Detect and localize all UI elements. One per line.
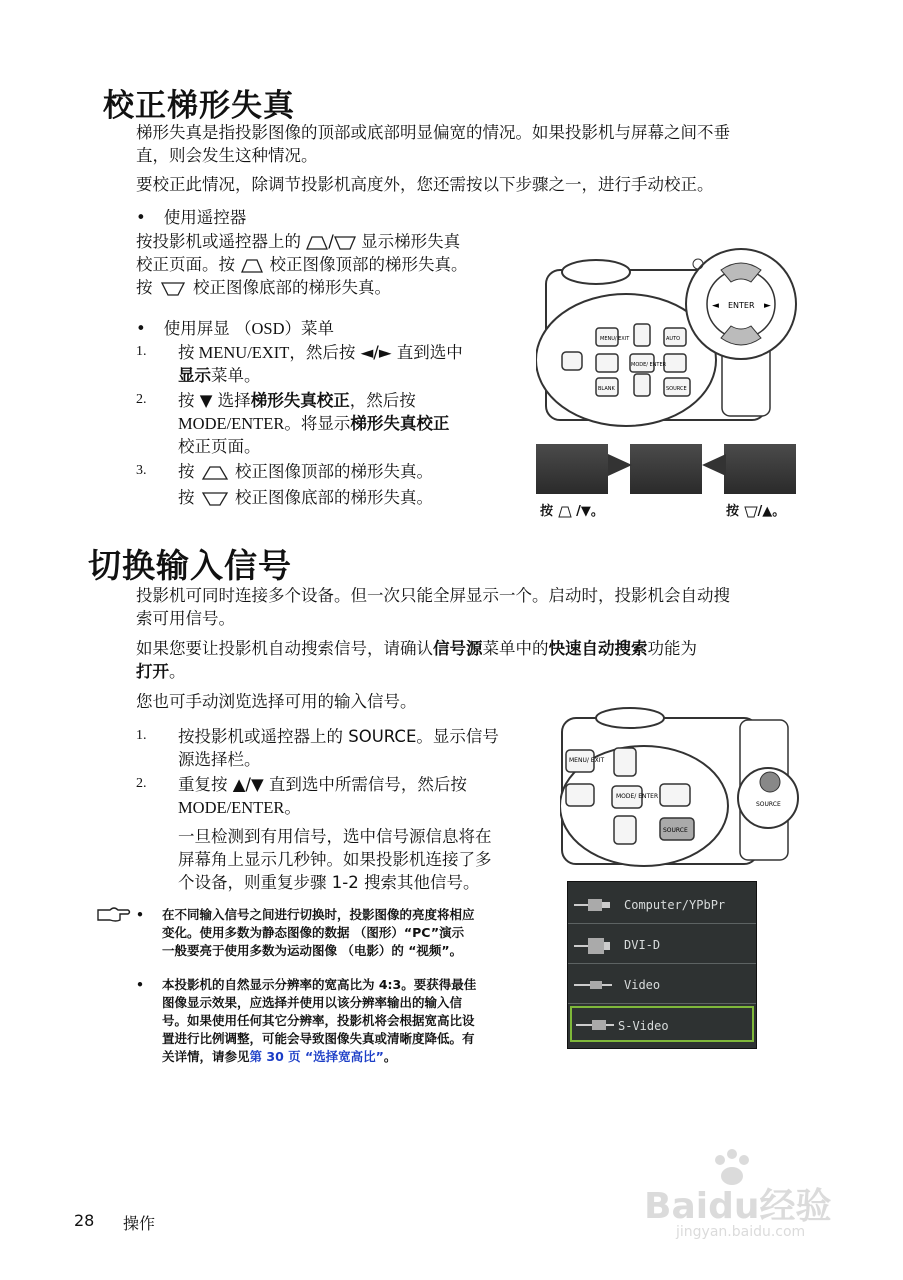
blank-label: BLANK: [598, 386, 615, 392]
step1-d: 菜单。: [211, 366, 261, 385]
projector-remote-illustration: [536, 240, 806, 430]
s1-l1: 按投影机或遥控器上的 SOURCE。显示信号: [178, 727, 499, 746]
p2-on: 打开: [136, 662, 169, 681]
s2-p3: 个设备，则重复步骤 1-2 搜索其他信号。: [178, 873, 480, 892]
input-intro-2: 索可用信号。: [136, 609, 235, 628]
page-number: 28: [74, 1211, 95, 1230]
auto-search-paragraph: [136, 637, 816, 683]
source-label: SOURCE: [663, 827, 688, 834]
source-item-svideo[interactable]: [570, 1006, 754, 1042]
bullet-remote-title: 使用遥控器: [163, 208, 247, 227]
n2-l5a: 关详情，请参见: [162, 1049, 250, 1064]
step-number: 1.: [136, 728, 147, 743]
pointing-hand-icon: [96, 904, 132, 924]
step1-b: 直到选中: [396, 343, 463, 362]
n2-l1: 本投影机的自然显示分辨率的宽高比为 4:3。要获得最佳: [162, 977, 477, 992]
p2-c: 菜单中的: [482, 639, 549, 658]
svideo-connector-icon: [576, 1018, 616, 1032]
step-number: 2.: [136, 776, 147, 791]
footer-section: 操作: [123, 1214, 156, 1233]
step-2: [178, 389, 518, 458]
keystone-image-normal: [630, 444, 702, 494]
n2-l5c: 。: [383, 1049, 397, 1064]
enter-label: ENTER: [728, 301, 755, 310]
input-intro-1: 投影机可同时连接多个设备。但一次只能全屏显示一个。启动时，投影机会自动搜: [136, 586, 730, 605]
remote-instructions: [136, 230, 526, 299]
step1-a: 按 MENU/EXIT，然后按: [178, 343, 356, 362]
mode-enter-label: MODE/ ENTER: [616, 793, 659, 800]
intro-line-1: 梯形失真是指投影图像的顶部或底部明显偏宽的情况。如果投影机与屏幕之间不垂: [136, 123, 730, 142]
arrow-left-icon: [700, 452, 728, 478]
keystone-down-icon: [200, 491, 230, 507]
source-item-label: S-Video: [618, 1019, 669, 1033]
menu-exit-label: MENU/ EXIT: [569, 757, 605, 764]
auto-label: AUTO: [666, 336, 681, 342]
step2-b: 梯形失真校正: [250, 391, 350, 410]
source-item-label: Computer/YPbPr: [624, 898, 726, 912]
step2-e: 梯形失真校正: [350, 414, 450, 433]
keystone-up-icon: [200, 465, 230, 481]
correction-paragraph: 要校正此情况，除调节投影机高度外，您还需按以下步骤之一，进行手动校正。: [136, 175, 714, 194]
remote-line-3: [136, 276, 526, 299]
watermark-url: jingyan.baidu.com: [676, 1224, 806, 1240]
n2-l2: 图像显示效果，应选择并使用以该分辨率输出的输入信: [162, 995, 463, 1010]
mode-enter-label: MODE/ ENTER: [631, 362, 667, 368]
p2-e: 功能为: [647, 639, 697, 658]
step-1-line-2: [178, 364, 518, 387]
source-item-label: DVI-D: [624, 938, 661, 952]
bullet-osd-a: 使用屏显 （: [163, 319, 252, 338]
remote-l2a: 校正页面。按: [136, 255, 235, 274]
bullet-remote: [136, 206, 246, 229]
bullet-dot: •: [136, 319, 146, 338]
note-brightness: [162, 906, 542, 960]
step2-d: MODE/ENTER。将显示: [178, 414, 351, 433]
keystone-image-bottom-wide: [724, 444, 796, 494]
step2-a: 按 ▼ 选择: [178, 391, 251, 410]
n2-l5: [162, 1048, 542, 1066]
auto-search-line-2: [136, 660, 816, 683]
step-number: 3.: [136, 463, 147, 478]
s2-p2: 屏幕角上显示几秒钟。如果投影机连接了多: [178, 850, 492, 869]
menu-exit-label: MENU/ EXIT: [600, 336, 630, 342]
caption-left-b: /▼。: [576, 504, 604, 519]
caption-left-a: 按: [540, 504, 554, 519]
step2-f: 校正页面。: [178, 437, 261, 456]
step-2-line-1: [178, 389, 518, 412]
n1-l1: 在不同输入信号之间进行切换时，投影图像的亮度将相应: [162, 907, 475, 922]
vga-connector-icon: [574, 896, 614, 914]
input-intro: [136, 584, 816, 630]
keystone-up-icon: [558, 506, 572, 518]
bullet-dot: •: [136, 208, 146, 227]
bullet-osd-b: OSD: [251, 319, 285, 338]
p2-d: 快速自动搜索: [548, 639, 648, 658]
arrows-lr: ◄/►: [360, 343, 392, 362]
p2-end: 。: [169, 662, 186, 681]
auto-search-line-1: [136, 637, 816, 660]
remote-l3b: 校正图像底部的梯形失真。: [193, 278, 391, 297]
source-item-video[interactable]: [568, 966, 756, 1004]
input-step-1: [178, 725, 538, 771]
section-title-input: 切换输入信号: [88, 546, 292, 585]
remote-l1a: 按投影机或遥控器上的: [136, 232, 301, 251]
source-item-dvi[interactable]: [568, 926, 756, 964]
baidu-watermark: [640, 1148, 860, 1248]
aspect-ratio-link[interactable]: 第 30 页 “选择宽高比”: [249, 1049, 384, 1064]
n2-l3: 号。如果使用任何其它分辨率，投影机将会根据宽高比设: [162, 1013, 475, 1028]
source-item-label: Video: [624, 978, 661, 992]
s1-l2: 源选择栏。: [178, 750, 261, 769]
svg-text:◄: ◄: [712, 301, 719, 311]
intro-line-2: 直，则会发生这种情况。: [136, 146, 318, 165]
step-3-line-1: [178, 460, 518, 483]
intro-paragraph: [136, 121, 816, 167]
remote-l2b: 校正图像顶部的梯形失真。: [269, 255, 468, 274]
slash: /: [328, 232, 334, 251]
caption-right: [726, 500, 785, 519]
watermark-brand: Baidu经验: [644, 1186, 832, 1227]
keystone-up-icon: [306, 235, 328, 251]
bullet-osd: [136, 317, 334, 340]
s2-p1: 一旦检测到有用信号，选中信号源信息将在: [178, 827, 492, 846]
note-resolution: [162, 976, 542, 1066]
remote-line-1: [136, 230, 526, 253]
remote-source-label: SOURCE: [756, 801, 781, 808]
note-bullet: •: [136, 977, 144, 992]
n2-l4: 置进行比例调整，可能会导致图像失真或清晰度降低。有: [162, 1031, 475, 1046]
keystone-up-icon: [240, 258, 264, 274]
n1-l3: 一般要亮于使用多数为运动图像 （电影）的 “视频”。: [162, 943, 463, 958]
step3-a: 按: [178, 462, 195, 481]
manual-paragraph: 您也可手动浏览选择可用的输入信号。: [136, 692, 417, 711]
keystone-down-icon: [158, 281, 188, 297]
step-1: [178, 341, 518, 387]
dvi-connector-icon: [574, 936, 614, 956]
remote-l1b: 显示梯形失真: [361, 232, 461, 251]
s2-l1: 重复按 ▲/▼ 直到选中所需信号，然后按: [178, 775, 467, 794]
step1-c: 显示: [178, 366, 211, 385]
caption-right-b: /▲。: [757, 504, 786, 519]
step-2-line-2: [178, 412, 518, 435]
keystone-down-icon: [744, 506, 758, 518]
step3-c: 按: [178, 488, 195, 507]
projector-source-illustration: [560, 700, 810, 870]
bullet-osd-c: ）菜单: [284, 319, 334, 338]
source-label-small: SOURCE: [666, 386, 687, 392]
arrow-right-icon: [606, 452, 634, 478]
keystone-image-top-wide: [536, 444, 608, 494]
step-3-line-2: [178, 486, 518, 509]
step2-c: ，然后按: [349, 391, 416, 410]
step-1-line-1: [178, 341, 518, 364]
step-number: 1.: [136, 344, 147, 359]
note-bullet: •: [136, 907, 144, 922]
svg-text:►: ►: [764, 301, 771, 311]
caption-left: [540, 500, 604, 519]
s2-l2: MODE/ENTER。: [178, 798, 301, 817]
source-menu: [567, 881, 757, 1049]
step3-d: 校正图像底部的梯形失真。: [235, 488, 433, 507]
p2-a: 如果您要让投影机自动搜索信号，请确认: [136, 639, 433, 658]
input-step-2: [178, 773, 538, 894]
p2-b: 信号源: [433, 639, 483, 658]
remote-l3a: 按: [136, 278, 153, 297]
step-3: [178, 460, 518, 509]
n1-l2: 变化。使用多数为静态图像的数据 （图形）“PC”演示: [162, 925, 465, 940]
section-title-keystone: 校正梯形失真: [103, 88, 295, 124]
step3-b: 校正图像顶部的梯形失真。: [235, 462, 433, 481]
step-number: 2.: [136, 392, 147, 407]
source-item-computer[interactable]: [568, 886, 756, 924]
rca-connector-icon: [574, 978, 614, 992]
remote-line-2: [136, 253, 526, 276]
keystone-down-icon: [334, 235, 356, 251]
caption-right-a: 按: [726, 504, 740, 519]
